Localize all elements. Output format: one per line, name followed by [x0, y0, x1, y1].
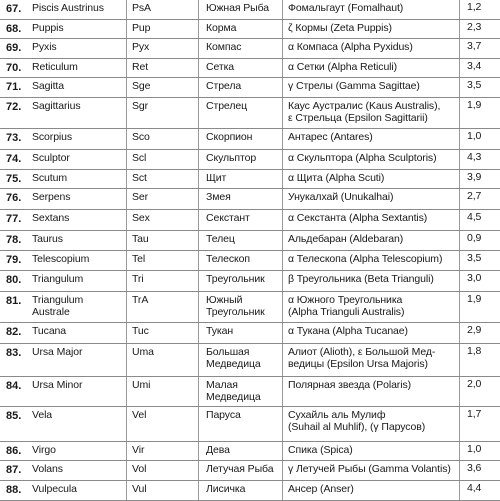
magnitude: 4,3: [467, 151, 482, 163]
magnitude: 1,0: [467, 130, 482, 142]
latin-name: Taurus: [32, 233, 63, 245]
column-divider: [198, 481, 199, 500]
abbreviation: Ser: [132, 191, 149, 203]
row-number: 71.: [6, 81, 22, 93]
abbreviation: Scl: [132, 152, 147, 164]
brightest-star: ζ Кормы (Zeta Puppis): [288, 22, 392, 34]
table-row: [0, 481, 500, 501]
row-number: 75.: [6, 173, 22, 185]
abbreviation: Vel: [132, 409, 147, 421]
magnitude: 3,0: [467, 272, 482, 284]
latin-name: Vulpecula: [32, 483, 77, 495]
latin-name: Tucana: [32, 325, 67, 337]
column-divider: [282, 150, 283, 169]
column-divider: [126, 344, 127, 376]
column-divider: [282, 292, 283, 322]
brightest-star: α Южного Треугольника (Alpha Trianguli Australis): [288, 294, 405, 318]
magnitude: 1,9: [467, 99, 482, 111]
table-row: [0, 20, 500, 39]
row-number: 78.: [6, 234, 22, 246]
latin-name: Virgo: [32, 444, 56, 456]
latin-name: Ursa Major: [32, 346, 83, 358]
column-divider: [282, 377, 283, 406]
column-divider: [282, 323, 283, 343]
column-divider: [126, 59, 127, 77]
row-number: 81.: [6, 295, 22, 307]
abbreviation: Sgr: [132, 100, 149, 112]
abbreviation: Tuc: [132, 325, 149, 337]
column-divider: [198, 442, 199, 460]
latin-name: Piscis Austrinus: [32, 2, 104, 14]
column-divider: [126, 129, 127, 149]
russian-name: Треугольник: [206, 273, 265, 285]
table-row: [0, 129, 500, 150]
column-divider: [198, 20, 199, 38]
row-number: 76.: [6, 192, 22, 204]
brightest-star: Спика (Spica): [288, 444, 353, 456]
column-divider: [198, 461, 199, 480]
table-row: [0, 189, 500, 210]
abbreviation: Tau: [132, 233, 149, 245]
magnitude: 2,0: [467, 378, 482, 390]
column-divider: [198, 407, 199, 441]
russian-name: Корма: [206, 22, 237, 34]
column-divider: [126, 442, 127, 460]
latin-name: Telescopium: [32, 253, 90, 265]
table-row: [0, 78, 500, 98]
brightest-star: α Сетки (Alpha Reticuli): [288, 61, 398, 73]
column-divider: [126, 189, 127, 209]
column-divider: [282, 344, 283, 376]
column-divider: [126, 407, 127, 441]
brightest-star: α Щита (Alpha Scuti): [288, 172, 385, 184]
russian-name: Сетка: [206, 61, 235, 73]
abbreviation: Sct: [132, 172, 147, 184]
column-divider: [198, 0, 199, 19]
column-divider: [198, 210, 199, 230]
column-divider: [459, 150, 460, 169]
row-number: 85.: [6, 410, 22, 422]
table-row: [0, 442, 500, 461]
column-divider: [459, 323, 460, 343]
abbreviation: Vul: [132, 483, 147, 495]
latin-name: Sextans: [32, 212, 70, 224]
table-row: [0, 271, 500, 292]
column-divider: [459, 461, 460, 480]
row-number: 67.: [6, 3, 22, 15]
column-divider: [282, 170, 283, 188]
column-divider: [459, 481, 460, 500]
russian-name: Стрела: [206, 80, 242, 92]
row-number: 86.: [6, 445, 22, 457]
magnitude: 2,7: [467, 190, 482, 202]
column-divider: [282, 98, 283, 128]
abbreviation: Vir: [132, 444, 145, 456]
russian-name: Дева: [206, 444, 230, 456]
table-row: [0, 150, 500, 170]
column-divider: [126, 210, 127, 230]
table-row: [0, 98, 500, 129]
latin-name: Sagittarius: [32, 100, 81, 112]
brightest-star: α Компаса (Alpha Pyxidus): [288, 41, 413, 53]
brightest-star: Ансер (Anser): [288, 483, 354, 495]
column-divider: [459, 170, 460, 188]
magnitude: 2,3: [467, 21, 482, 33]
magnitude: 3,5: [467, 79, 482, 91]
brightest-star: Полярная звезда (Polaris): [288, 379, 411, 391]
column-divider: [459, 39, 460, 58]
brightest-star: α Телескопа (Alpha Telescopium): [288, 253, 443, 265]
magnitude: 3,6: [467, 462, 482, 474]
column-divider: [459, 271, 460, 291]
column-divider: [459, 251, 460, 270]
magnitude: 3,5: [467, 252, 482, 264]
russian-name: Тукан: [206, 325, 234, 337]
russian-name: Лисичка: [206, 483, 246, 495]
brightest-star: Алиот (Alioth), ε Большой Мед- ведицы (Epsilon Ursa Majoris): [288, 346, 436, 370]
latin-name: Scorpius: [32, 131, 73, 143]
russian-name: Южная Рыба: [206, 2, 270, 14]
table-row: [0, 210, 500, 231]
column-divider: [198, 251, 199, 270]
brightest-star: γ Стрелы (Gamma Sagittae): [288, 80, 420, 92]
column-divider: [126, 323, 127, 343]
column-divider: [459, 98, 460, 128]
magnitude: 3,4: [467, 60, 482, 72]
russian-name: Скорпион: [206, 131, 253, 143]
brightest-star: γ Летучей Рыбы (Gamma Volantis): [288, 463, 451, 475]
column-divider: [198, 292, 199, 322]
column-divider: [198, 231, 199, 250]
table-row: [0, 377, 500, 407]
row-number: 82.: [6, 326, 22, 338]
column-divider: [459, 20, 460, 38]
russian-name: Южный Треугольник: [206, 294, 265, 318]
column-divider: [459, 59, 460, 77]
latin-name: Pyxis: [32, 41, 57, 53]
abbreviation: Pyx: [132, 41, 150, 53]
magnitude: 1,0: [467, 443, 482, 455]
russian-name: Стрелец: [206, 100, 248, 112]
abbreviation: Umi: [132, 379, 151, 391]
column-divider: [126, 39, 127, 58]
column-divider: [126, 271, 127, 291]
magnitude: 1,7: [467, 408, 482, 420]
russian-name: Телец: [206, 233, 235, 245]
abbreviation: Tri: [132, 273, 144, 285]
table-row: [0, 344, 500, 377]
latin-name: Reticulum: [32, 61, 78, 73]
column-divider: [126, 231, 127, 250]
table-row: [0, 251, 500, 271]
column-divider: [282, 0, 283, 19]
column-divider: [459, 129, 460, 149]
column-divider: [198, 271, 199, 291]
brightest-star: α Секстанта (Alpha Sextantis): [288, 212, 428, 224]
abbreviation: Sco: [132, 131, 150, 143]
brightest-star: α Тукана (Alpha Tucanae): [288, 325, 408, 337]
latin-name: Serpens: [32, 191, 71, 203]
column-divider: [198, 323, 199, 343]
column-divider: [198, 59, 199, 77]
abbreviation: Vol: [132, 463, 147, 475]
row-number: 88.: [6, 484, 22, 496]
table-row: [0, 0, 500, 20]
column-divider: [126, 170, 127, 188]
column-divider: [459, 78, 460, 97]
brightest-star: Антарес (Antares): [288, 131, 373, 143]
row-number: 77.: [6, 213, 22, 225]
column-divider: [198, 78, 199, 97]
latin-name: Puppis: [32, 22, 64, 34]
table-row: [0, 461, 500, 481]
column-divider: [126, 0, 127, 19]
row-number: 74.: [6, 153, 22, 165]
column-divider: [198, 189, 199, 209]
column-divider: [198, 98, 199, 128]
column-divider: [282, 189, 283, 209]
russian-name: Большая Медведица: [206, 346, 261, 370]
column-divider: [459, 210, 460, 230]
table-row: [0, 39, 500, 59]
row-number: 84.: [6, 380, 22, 392]
column-divider: [126, 481, 127, 500]
column-divider: [282, 407, 283, 441]
column-divider: [282, 442, 283, 460]
table-row: [0, 170, 500, 189]
brightest-star: β Треугольника (Beta Trianguli): [288, 273, 434, 285]
russian-name: Телескоп: [206, 253, 250, 265]
row-number: 72.: [6, 101, 22, 113]
russian-name: Паруса: [206, 409, 241, 421]
column-divider: [126, 98, 127, 128]
russian-name: Скульптор: [206, 152, 257, 164]
column-divider: [282, 78, 283, 97]
column-divider: [282, 129, 283, 149]
abbreviation: TrA: [132, 294, 149, 306]
row-number: 69.: [6, 42, 22, 54]
latin-name: Triangulum: [32, 273, 84, 285]
row-number: 68.: [6, 23, 22, 35]
table-row: [0, 59, 500, 78]
brightest-star: Унукалхай (Unukalhai): [288, 191, 394, 203]
abbreviation: PsA: [132, 2, 151, 14]
column-divider: [282, 59, 283, 77]
column-divider: [126, 292, 127, 322]
brightest-star: Сухайль аль Мулиф (Suhail al Muhlif), (γ Парусов): [288, 409, 426, 433]
abbreviation: Ret: [132, 61, 149, 73]
magnitude: 3,7: [467, 40, 482, 52]
latin-name: Sculptor: [32, 152, 70, 164]
column-divider: [282, 251, 283, 270]
column-divider: [198, 377, 199, 406]
magnitude: 2,9: [467, 324, 482, 336]
row-number: 79.: [6, 254, 22, 266]
column-divider: [126, 251, 127, 270]
column-divider: [459, 442, 460, 460]
russian-name: Компас: [206, 41, 242, 53]
column-divider: [459, 344, 460, 376]
latin-name: Scutum: [32, 172, 67, 184]
magnitude: 4,5: [467, 211, 482, 223]
column-divider: [126, 377, 127, 406]
magnitude: 1,8: [467, 345, 482, 357]
column-divider: [459, 377, 460, 406]
magnitude: 3,9: [467, 171, 482, 183]
table-row: [0, 292, 500, 323]
column-divider: [198, 150, 199, 169]
column-divider: [459, 292, 460, 322]
latin-name: Triangulum Australe: [32, 294, 84, 318]
table-row: [0, 407, 500, 442]
column-divider: [126, 20, 127, 38]
column-divider: [459, 231, 460, 250]
magnitude: 1,2: [467, 1, 482, 13]
russian-name: Щит: [206, 172, 227, 184]
abbreviation: Pup: [132, 22, 151, 34]
column-divider: [459, 189, 460, 209]
row-number: 70.: [6, 62, 22, 74]
latin-name: Vela: [32, 409, 53, 421]
column-divider: [282, 20, 283, 38]
latin-name: Volans: [32, 463, 63, 475]
row-number: 83.: [6, 347, 22, 359]
magnitude: 1,9: [467, 293, 482, 305]
russian-name: Летучая Рыба: [206, 463, 274, 475]
column-divider: [126, 150, 127, 169]
abbreviation: Sex: [132, 212, 150, 224]
column-divider: [198, 129, 199, 149]
column-divider: [282, 231, 283, 250]
russian-name: Малая Медведица: [206, 379, 261, 403]
column-divider: [459, 407, 460, 441]
column-divider: [282, 481, 283, 500]
column-divider: [198, 344, 199, 376]
magnitude: 0,9: [467, 232, 482, 244]
column-divider: [198, 39, 199, 58]
russian-name: Змея: [206, 191, 231, 203]
brightest-star: Фомальгаут (Fomalhaut): [288, 2, 404, 14]
table-row: [0, 231, 500, 251]
row-number: 80.: [6, 274, 22, 286]
russian-name: Секстант: [206, 212, 250, 224]
abbreviation: Uma: [132, 346, 154, 358]
column-divider: [282, 210, 283, 230]
column-divider: [198, 170, 199, 188]
row-number: 87.: [6, 464, 22, 476]
latin-name: Ursa Minor: [32, 379, 83, 391]
row-number: 73.: [6, 132, 22, 144]
magnitude: 4,4: [467, 482, 482, 494]
abbreviation: Sge: [132, 80, 151, 92]
brightest-star: Альдебаран (Aldebaran): [288, 233, 404, 245]
column-divider: [126, 461, 127, 480]
column-divider: [282, 271, 283, 291]
table-row: [0, 323, 500, 344]
column-divider: [126, 78, 127, 97]
column-divider: [459, 0, 460, 19]
brightest-star: Каус Аустралис (Kaus Australis), ε Стрельца (Epsilon Sagittarii): [288, 100, 441, 124]
column-divider: [282, 461, 283, 480]
abbreviation: Tel: [132, 253, 146, 265]
latin-name: Sagitta: [32, 80, 64, 92]
brightest-star: α Скульптора (Alpha Sculptoris): [288, 152, 437, 164]
column-divider: [282, 39, 283, 58]
